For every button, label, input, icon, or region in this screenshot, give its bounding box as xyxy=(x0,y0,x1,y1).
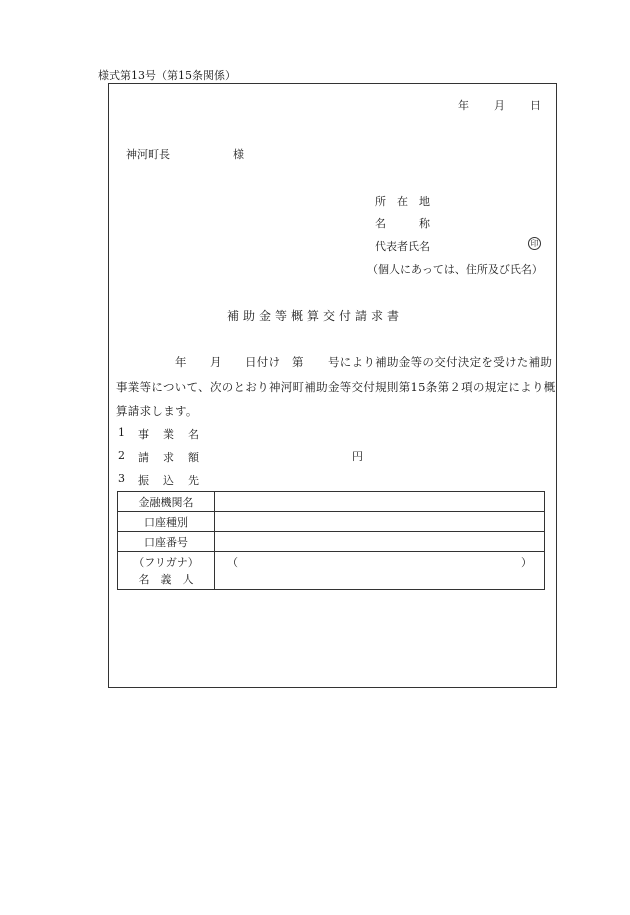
account-holder-label xyxy=(118,552,215,590)
body-no: 第 xyxy=(292,355,304,369)
table-row xyxy=(118,532,545,552)
bank-name-label: 金融機関名 xyxy=(118,492,215,512)
body-dated: 日付け xyxy=(245,355,281,369)
addressee-name: 神河町長 xyxy=(126,148,170,161)
date-month: 月 xyxy=(494,99,505,112)
account-holder-field[interactable] xyxy=(215,552,545,590)
account-type-field[interactable] xyxy=(215,512,545,532)
item-label-amount: 請求額 xyxy=(138,451,213,464)
body-line-3: 算請求します。 xyxy=(116,404,198,418)
amount-unit: 円 xyxy=(352,450,363,463)
table-row xyxy=(118,552,545,590)
account-number-label: 口座番号 xyxy=(118,532,215,552)
account-type-label: 口座種別 xyxy=(118,512,215,532)
body-year: 年 xyxy=(175,355,187,369)
item-label-project: 事業名 xyxy=(138,428,213,441)
applicant-location-label: 所 在 地 xyxy=(375,195,430,208)
paren-close: ） xyxy=(521,556,532,569)
paren-open: （ xyxy=(227,556,238,569)
item-label-transfer: 振込先 xyxy=(138,474,213,487)
addressee-honorific: 様 xyxy=(233,148,244,161)
body-rest: 号により補助金等の交付決定を受けた補助 xyxy=(328,355,553,369)
applicant-note: （個人にあっては、住所及び氏名） xyxy=(367,263,543,276)
applicant-name-label: 名 称 xyxy=(375,217,430,230)
body-month: 月 xyxy=(210,355,222,369)
seal-icon: 印 xyxy=(528,237,541,250)
item-number: 2 xyxy=(118,449,125,462)
table-row xyxy=(118,512,545,532)
form-number-label: 様式第13号（第15条関係） xyxy=(98,69,236,82)
furigana-label: （フリガナ） xyxy=(133,555,199,569)
item-number: 3 xyxy=(118,472,125,485)
bank-name-field[interactable] xyxy=(215,492,545,512)
table-row xyxy=(118,492,545,512)
account-number-field[interactable] xyxy=(215,532,545,552)
date-year: 年 xyxy=(458,99,469,112)
body-line-1 xyxy=(116,354,553,370)
applicant-representative-label: 代表者氏名 xyxy=(375,240,430,253)
item-number: 1 xyxy=(118,426,125,439)
date-day: 日 xyxy=(530,99,541,112)
document-title: 補助金等概算交付請求書 xyxy=(226,309,403,323)
body-line-2: 事業等について、次のとおり神河町補助金等交付規則第15条第２項の規定により概 xyxy=(116,380,556,394)
bank-account-table xyxy=(117,491,545,590)
holder-label: 名 義 人 xyxy=(138,572,194,586)
